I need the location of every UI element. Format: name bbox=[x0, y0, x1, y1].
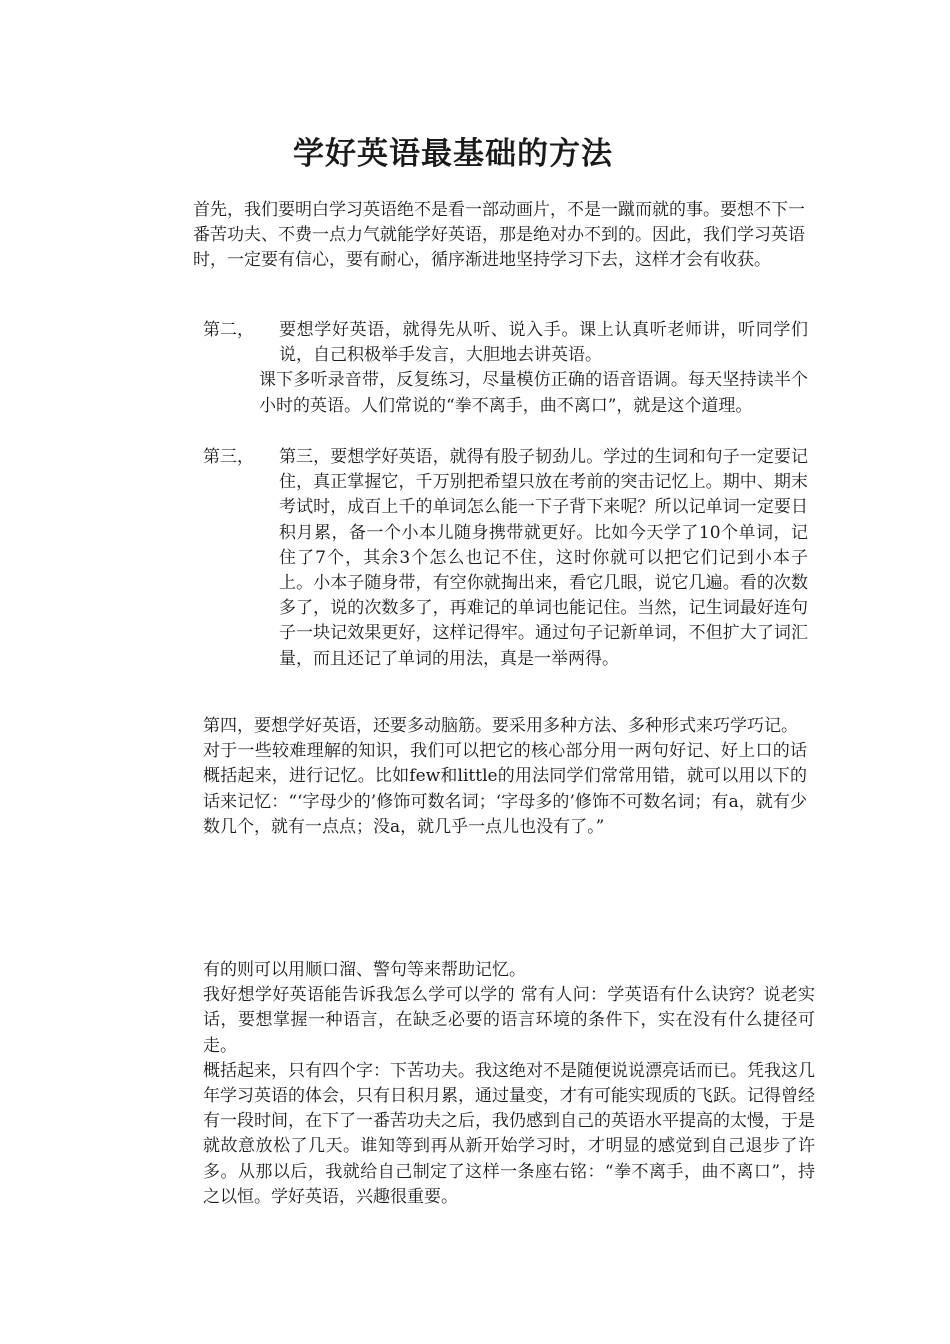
closing-paragraph: 有的则可以用顺口溜、警句等来帮助记忆。 bbox=[203, 960, 526, 980]
fourth-section bbox=[203, 714, 807, 840]
list-item-second bbox=[203, 318, 808, 419]
item-label: 第三， bbox=[203, 447, 254, 467]
fourth-paragraph: 对于一些较难理解的知识，我们可以把它的核心部分用一两句好记、好上口的话概括起来，进行记忆。比如few和little的用法同学们常常用错，就可以用以下的话来记忆：“‘字母少的’修饰可数名词；‘字母多的’修饰不可数名词；有a，就有少数几个，就有一点点；没a，就几乎一点儿也没有了。” bbox=[203, 741, 807, 837]
item-paragraph: 第三，要想学好英语，就得有股子韧劲儿。学过的生词和句子一定要记住，真正掌握它，千万别把希望只放在考前的突击记忆上。期中、期末考试时，成百上千的单词怎么能一下子背下来呢？所以记单词一定要日积月累，备一个小本儿随身携带就更好。比如今天学了10个单词，记住了7个，其余3个怎么也记不住，这时你就可以把它们记到小本子上。小本子随身带，有空你就掏出来，看它几眼，说它几遍。看的次数多了，说的次数多了，再难记的单词也能记住。当然，记生词最好连句子一块记效果更好，这样记得牢。通过句子记新单词，不但扩大了词汇量，而且还记了单词的用法，真是一举两得。 bbox=[279, 447, 808, 669]
page-title: 学好英语最基础的方法 bbox=[293, 136, 613, 172]
item-paragraph: 课下多听录音带，反复练习，尽量模仿正确的语音语调。每天坚持读半个小时的英语。人们常说的“拳不离手，曲不离口”，就是这个道理。 bbox=[259, 370, 808, 416]
item-paragraph: 要想学好英语，就得先从听、说入手。课上认真听老师讲，听同学们说，自己积极举手发言，大胆地去讲英语。 bbox=[279, 320, 808, 366]
closing-paragraph: 概括起来，只有四个字：下苦功夫。我这绝对不是随便说说漂亮话而已。凭我这几年学习英语的体会，只有日积月累，通过量变，才有可能实现质的飞跃。记得曾经有一段时间，在下了一番苦功夫之后，我仍感到自己的英语水平提高的太慢，于是就故意放松了几天。谁知等到再从新开始学习时，才明显的感觉到自己退步了许多。从那以后，我就给自己制定了这样一条座右铭：“拳不离手，曲不离口”，持之以恒。学好英语，兴趣很重要。 bbox=[203, 1060, 815, 1207]
list-item-third bbox=[203, 445, 808, 672]
item-body bbox=[259, 318, 808, 419]
closing-section bbox=[203, 958, 815, 1210]
item-body bbox=[259, 445, 808, 672]
closing-paragraph: 我好想学好英语能告诉我怎么学可以学的 常有人问：学英语有什么诀窍？说老实话，要想掌握一种语言，在缺乏必要的语言环境的条件下，实在没有什么捷径可走。 bbox=[203, 985, 815, 1056]
item-label: 第二， bbox=[203, 320, 254, 340]
intro-paragraph: 首先，我们要明白学习英语绝不是看一部动画片，不是一蹴而就的事。要想不下一番苦功夫、不费一点力气就能学好英语，那是绝对办不到的。因此，我们学习英语时，一定要有信心，要有耐心，循序渐进地坚持学习下去，这样才会有收获。 bbox=[193, 200, 805, 271]
fourth-paragraph: 第四，要想学好英语，还要多动脑筋。要采用多种方法、多种形式来巧学巧记。 bbox=[203, 716, 798, 736]
